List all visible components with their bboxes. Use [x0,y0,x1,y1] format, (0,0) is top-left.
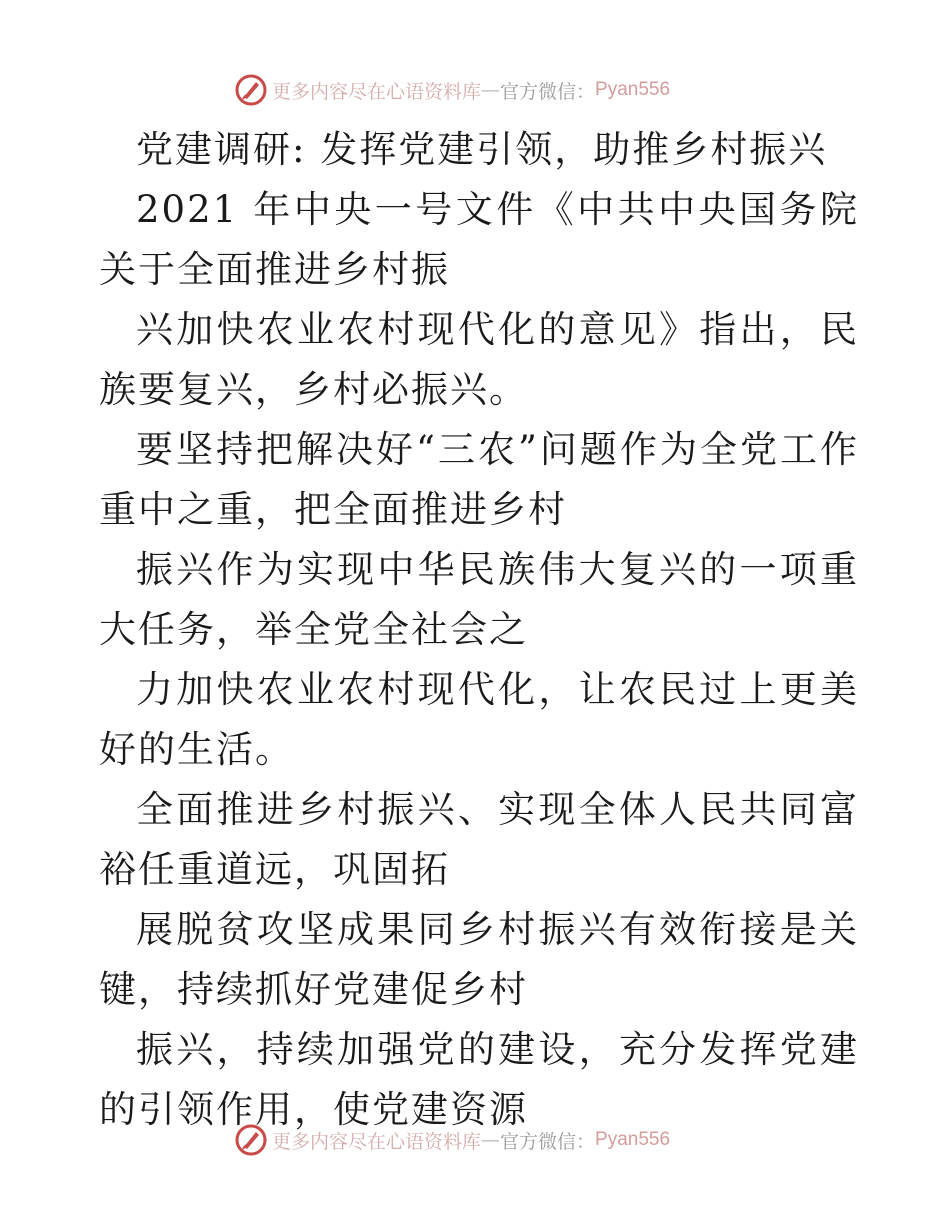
paragraph: 振兴，持续加强党的建设，充分发挥党建的引领作用，使党建资源 [99,1028,859,1131]
quill-logo-icon [234,73,268,107]
document-body [99,120,859,1140]
quill-logo-icon [234,1123,268,1157]
footer-brand-text: 更多内容尽在心语资料库 [272,1130,482,1153]
footer-contact-label: 官方微信： [500,1130,596,1153]
header-contact-id: Pyan556 [595,79,671,100]
document-title: 党建调研: 发挥党建引领，助推乡村振兴 [136,128,828,171]
paragraph: 振兴作为实现中华民族伟大复兴的一项重大任务，举全党全社会之 [99,548,859,651]
paragraph: 2021 年中央一号文件《中共中央国务院关于全面推进乡村振 [99,188,859,291]
paragraph: 全面推进乡村振兴、实现全体人民共同富裕任重道远，巩固拓 [99,788,859,891]
paragraph: 兴加快农业农村现代化的意见》指出，民族要复兴，乡村必振兴。 [99,308,859,411]
paragraph: 展脱贫攻坚成果同乡村振兴有效衔接是关键，持续抓好党建促乡村 [99,908,859,1011]
footer-separator: — [481,1129,501,1151]
header-separator: — [481,79,501,101]
footer-watermark [234,1122,670,1158]
header-watermark [234,72,670,108]
footer-contact-id: Pyan556 [595,1129,671,1150]
header-contact-label: 官方微信： [500,80,596,103]
header-brand-text: 更多内容尽在心语资料库 [272,80,482,103]
paragraph: 要坚持把解决好“三农”问题作为全党工作重中之重，把全面推进乡村 [99,428,859,531]
paragraph: 力加快农业农村现代化，让农民过上更美好的生活。 [99,668,859,771]
